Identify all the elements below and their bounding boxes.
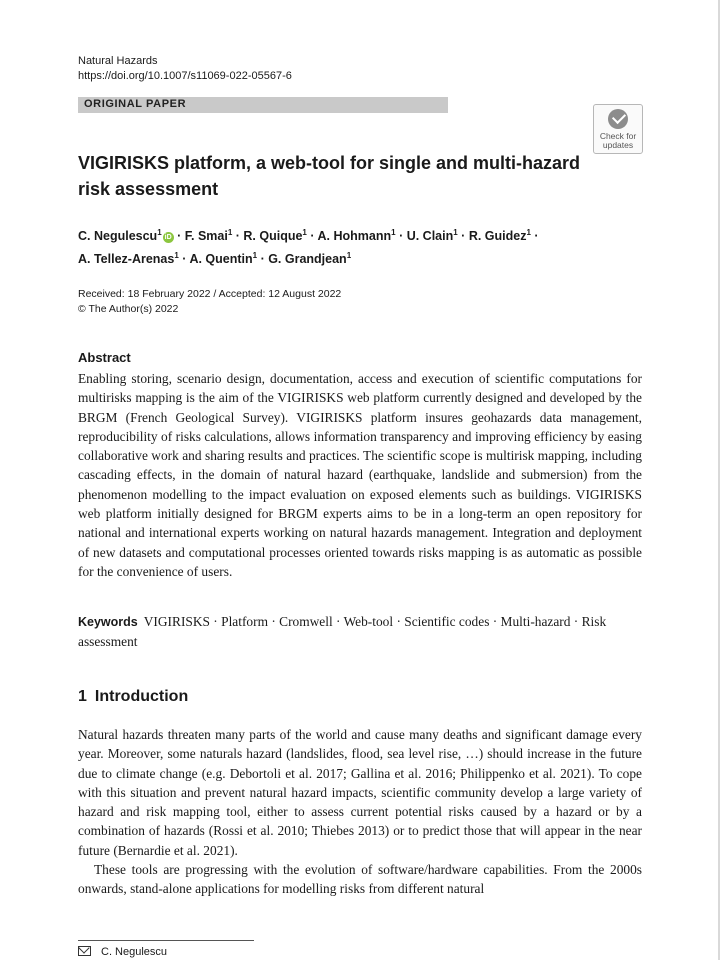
introduction-body bbox=[78, 725, 642, 899]
citation-link[interactable]: 2016 bbox=[425, 765, 453, 781]
intro-paragraph-1 bbox=[78, 725, 642, 860]
author-line-1: C. Negulescu$^1$iD · F. Smai$^1$ · R. Quique$^1$ · A. Hohmann$^1$ · U. Clain$^1$ · R. Guidez$^1$ · bbox=[78, 228, 539, 244]
footnote-rule bbox=[78, 940, 254, 941]
text-run: ). bbox=[230, 842, 238, 858]
citation-link[interactable]: 2021 bbox=[560, 765, 587, 781]
keywords-heading: Keywords bbox=[78, 615, 138, 629]
affiliation-mark: 1 bbox=[227, 228, 233, 237]
author[interactable]: A. Quentin bbox=[189, 252, 253, 267]
keywords-section bbox=[78, 612, 642, 652]
citation-link[interactable]: 2013 bbox=[358, 823, 385, 839]
author[interactable]: A. Tellez-Arenas bbox=[78, 252, 175, 267]
affiliation-mark: 1 bbox=[174, 251, 179, 261]
citation-link[interactable]: 2021 bbox=[203, 842, 231, 858]
affiliation-mark: 1 bbox=[391, 228, 396, 237]
check-updates-icon bbox=[608, 109, 628, 129]
author-list bbox=[78, 223, 618, 269]
author[interactable]: R. Guidez bbox=[468, 229, 527, 244]
affiliation-mark: 1 bbox=[346, 251, 352, 261]
text-run: ). To cope with this situation and prevent natural hazard impacts, scientific community develop a large variety of hazard and risk mapping tool, either to assess current potential risks caused by a hazard or by a combination of hazards (Rossi et al. bbox=[78, 765, 642, 839]
author[interactable]: R. Quique bbox=[243, 229, 303, 244]
journal-name: Natural Hazards bbox=[78, 55, 158, 67]
section-title: Introduction bbox=[94, 688, 189, 705]
corresponding-author-name[interactable]: C. Negulescu bbox=[101, 946, 168, 958]
author-line-2: A. Tellez-Arenas$^1$ · A. Quentin$^1$ · G. Grandjean$^1$ bbox=[78, 251, 352, 267]
check-updates-label: Check for updates bbox=[599, 131, 637, 150]
check-for-updates-badge[interactable] bbox=[593, 104, 643, 154]
author[interactable]: F. Smai bbox=[184, 229, 228, 244]
abstract-text: Enabling storing, scenario design, documentation, access and execution of scientific computations for multirisks mapping is the aim of the VIGIRISKS web platform currently designed and developed by the BRGM (French Geological Survey). VIGIRISKS platform insures geohazards data management, reproducibility of risks calculations, allows information transparency and improving efficiency by easing collaborative work and sharing results and practices. The scientific scope is multirisk mapping, including cascading effects, in the domain of natural hazard (earthquake, landslide and submersion) from the phenomenon modelling to the impact evaluation on exposed elements such as buildings. VIGIRISKS web platform initially designed for BRGM experts aims to be in a long-term an open repository for national and international experts working on natural hazards management. Integration and deployment of new datasets and computational processes oriented towards risks mapping is as automatic as possible for the convenience of users. bbox=[78, 371, 642, 579]
affiliation-mark: 1 bbox=[302, 228, 307, 237]
text-run: Natural hazards threaten many parts of the world and cause many deaths and significant damage every year. Moreover, some naturals hazard (landslides, flood, sea level rise, …) should increase in the future due to climate change (e.g. Debortoli et al. bbox=[78, 727, 642, 781]
author[interactable]: C. Negulescu bbox=[78, 229, 158, 244]
citation-link[interactable]: 2017 bbox=[316, 765, 343, 781]
envelope-icon bbox=[78, 946, 91, 956]
orcid-icon[interactable]: iD bbox=[164, 234, 172, 242]
doi-link[interactable]: https://doi.org/10.1007/s11069-022-05567-6 bbox=[78, 70, 292, 82]
text-run: ; Thiebes bbox=[304, 823, 359, 839]
keywords-list: VIGIRISKS · Platform · Cromwell · Web-tool · Scientific codes · Multi-hazard · Risk assessment bbox=[78, 614, 607, 650]
text-run: ; Philippenko et al. bbox=[452, 765, 561, 781]
copyright-line: © The Author(s) 2022 bbox=[78, 303, 179, 315]
paper-title: VIGIRISKS platform, a web-tool for single and multi-hazard risk assessment bbox=[78, 153, 581, 199]
article-type-label: ORIGINAL PAPER bbox=[84, 98, 187, 110]
affiliation-mark: 1 bbox=[526, 228, 531, 237]
abstract-heading: Abstract bbox=[78, 350, 131, 365]
publication-dates bbox=[78, 287, 341, 317]
section-number: 1 bbox=[78, 688, 87, 705]
section-heading-introduction bbox=[78, 688, 188, 706]
text-run: ) or to predict those that will appear in the near future (Bernardie et al. bbox=[78, 823, 643, 858]
text-run: ; Gallina et al. bbox=[343, 765, 426, 781]
corresponding-author-footnote bbox=[78, 946, 167, 958]
affiliation-mark: 1 bbox=[157, 228, 162, 237]
intro-paragraph-2: These tools are progressing with the evolution of software/hardware capabilities. From the 2000s onwards, stand-alone applications for modelling risks from different natural bbox=[78, 862, 642, 897]
author[interactable]: A. Hohmann bbox=[317, 229, 392, 244]
citation-link[interactable]: 2010 bbox=[277, 823, 305, 839]
author[interactable]: G. Grandjean bbox=[268, 252, 347, 267]
received-accepted: Received: 18 February 2022 / Accepted: 12 August 2022 bbox=[78, 288, 342, 300]
author[interactable]: U. Clain bbox=[406, 229, 454, 244]
affiliation-mark: 1 bbox=[453, 228, 458, 237]
journal-header bbox=[78, 54, 292, 84]
article-type-bar bbox=[78, 97, 448, 113]
affiliation-mark: 1 bbox=[252, 251, 258, 261]
